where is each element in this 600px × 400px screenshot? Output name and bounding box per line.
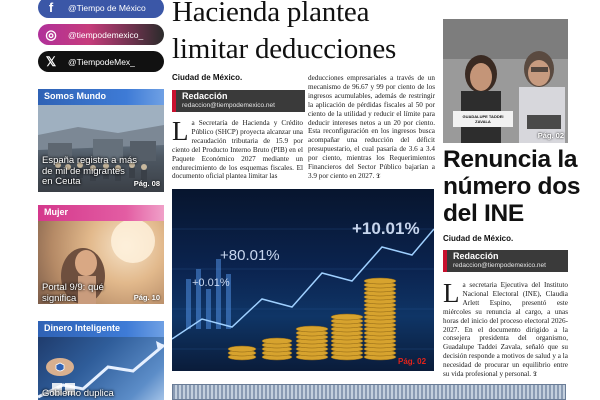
dropcap: L xyxy=(443,281,460,308)
main-body-col1-text: a Secretaría de Hacienda y Crédito Público (SHCP) proyecta alcanzar una recaudación tributaria de 15.9 por ciento del Producto Interno Bruto (PIB) en el Paquete Económico 2027 mediante un endurecimiento de los esquemas fiscales. El documento oficial plantea limitar las xyxy=(172,119,303,181)
photo-label-1: +80.01% xyxy=(220,247,280,264)
finance-coins-photo xyxy=(172,189,434,371)
photo-page-ref: Pág. 02 xyxy=(537,131,564,140)
left-sidebar xyxy=(0,0,170,400)
bottom-banner xyxy=(172,384,566,400)
instagram-icon: ◎ xyxy=(45,26,57,42)
second-body xyxy=(443,281,568,383)
instagram-handle: @tiempodemexico_ xyxy=(68,29,144,40)
main-body-col2-text: deducciones empresariales a través de un mecanismo de 96.67 y 99 por ciento de los ingresos acumulables, además de restringir la aplicación de pérdidas fiscales al 50 por ciento de la utilidad y reducir el límite para deducir intereses netos a un 20 por ciento. Esta reconfiguración en los ingresos busca acompañar una reducción del déficit presupuestario, el cual pasaría de 3.6 a 3.4 por ciento, mientras los Requerimientos Financieros del Sector Público bajarían a 3.9 por ciento en 2027. xyxy=(308,74,435,180)
section-label: Somos Mundo xyxy=(38,89,164,105)
dropcap: L xyxy=(172,119,189,146)
facebook-link[interactable] xyxy=(38,0,164,18)
second-byline xyxy=(443,250,568,272)
photo-label-2: +0.01% xyxy=(192,277,230,289)
main-headline[interactable]: Hacienda plantea limitar deducciones xyxy=(172,0,397,65)
section-caption: Gobierno duplica xyxy=(42,388,114,399)
section-card-mujer[interactable] xyxy=(38,205,164,304)
end-mark-icon: 𝕿 xyxy=(532,370,538,379)
byline-accent xyxy=(172,90,176,112)
byline-accent xyxy=(443,250,447,272)
second-body-text: a secretaria Ejecutiva del Instituto Nacional Electoral (INE), Claudia Arlett Espino, presentó este miércoles su renuncia al cargo, a unas horas del inicio del proceso electoral 2026-2027. En el documento dirigido a la consejera presidenta del organismo, Guadalupe Taddei Zavala, señaló que su decisión responde a motivos de salud y a la necesidad de procurar un equilibrio entre su vida profesional y personal. xyxy=(443,281,568,379)
section-caption: España registra a más de mil de migrantes en Ceuta xyxy=(42,155,138,187)
second-headline[interactable]: Renuncia la número dos del INE xyxy=(443,146,581,227)
byline-email[interactable]: redaccion@tiempodemexico.net xyxy=(453,262,546,269)
main-byline xyxy=(172,90,305,112)
byline-email[interactable]: redaccion@tiempodemexico.net xyxy=(182,102,275,109)
main-dateline: Ciudad de México. xyxy=(172,73,243,82)
section-caption: Portal 9/9: qué significa xyxy=(42,282,104,304)
x-icon: 𝕏 xyxy=(45,53,57,69)
byline-name: Redacción xyxy=(453,251,499,261)
main-story xyxy=(170,0,440,400)
facebook-handle: @Tiempo de México xyxy=(68,2,146,13)
byline-name: Redacción xyxy=(182,91,228,101)
x-link[interactable] xyxy=(38,51,164,72)
instagram-link[interactable] xyxy=(38,24,164,45)
nameplate: GUADALUPE TADDEI ZAVALA xyxy=(462,114,504,124)
section-label: Mujer xyxy=(38,205,164,221)
main-body-col1 xyxy=(172,119,303,189)
ine-photo xyxy=(443,19,568,143)
end-mark-icon: 𝕿 xyxy=(376,171,381,180)
section-card-somos-mundo[interactable] xyxy=(38,89,164,192)
section-card-dinero-inteligente[interactable] xyxy=(38,321,164,400)
main-body-col2 xyxy=(308,74,435,188)
facebook-icon: f xyxy=(48,0,54,15)
x-handle: @TiempodeMex_ xyxy=(68,56,135,67)
page-ref: Pág. 10 xyxy=(133,293,160,302)
section-label: Dinero Inteligente xyxy=(38,321,164,337)
photo-page-ref: Pág. 02 xyxy=(398,357,427,366)
second-dateline: Ciudad de México. xyxy=(443,234,514,243)
photo-label-3: +10.01% xyxy=(352,219,420,238)
second-story xyxy=(440,0,600,400)
page-ref: Pág. 08 xyxy=(133,179,160,188)
